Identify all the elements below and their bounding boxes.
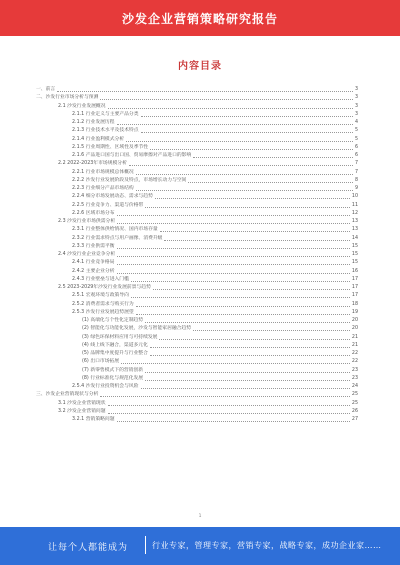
toc-dot-leader: [117, 210, 350, 216]
toc-entry-text: 2.2 2022-2023年市场规模分析: [58, 161, 127, 167]
toc-entry-page: 21: [351, 342, 358, 348]
toc-entry[interactable]: [36, 350, 358, 358]
footer-divider: [145, 536, 146, 554]
toc-entry-page: 24: [351, 384, 358, 389]
toc-dot-leader: [141, 383, 350, 389]
toc-entry-text: 2.2.3 行业细分产品市场结构: [72, 186, 134, 191]
toc-entry-page: 3: [354, 103, 358, 109]
toc-entry-text: 2.1.6 产品进口国与出口国、贸易摩擦对产品进口的影响: [72, 153, 192, 158]
toc-dot-leader: [131, 276, 350, 282]
toc-entry-text: 2.1.3 行业技术水平及技术特点: [72, 128, 139, 134]
toc-entry-page: 5: [354, 128, 358, 134]
toc-entry[interactable]: [36, 235, 358, 243]
toc-entry[interactable]: [36, 218, 358, 226]
toc-entry[interactable]: [36, 317, 358, 325]
toc-entry-page: 13: [351, 219, 358, 224]
toc-entry-text: 一、前言: [36, 87, 56, 92]
toc-entry-text: (8) 行业标准化与规范化发展: [82, 375, 144, 381]
toc-entry[interactable]: [36, 342, 358, 350]
toc-entry-page: 15: [351, 243, 358, 249]
toc-entry-text: 2.3.2 行业需求特点与用户画像、消费升级: [72, 235, 163, 241]
toc-entry-text: 3.1 沙发企业营销现状: [58, 400, 106, 406]
toc-entry-text: 2.1 沙发行业发展概况: [58, 103, 106, 109]
toc-dot-leader: [188, 177, 352, 183]
toc-entry[interactable]: [36, 144, 358, 152]
toc-entry-page: 4: [354, 120, 358, 125]
toc-entry-text: 2.5.4 沙发行业投资机会与风险: [72, 384, 139, 389]
toc-entry-text: 2.5.1 宏观环境与政策导向: [72, 293, 129, 299]
toc-entry[interactable]: [36, 268, 358, 276]
toc-dot-leader: [150, 350, 350, 356]
toc-entry[interactable]: [36, 334, 358, 342]
toc-dot-leader: [117, 218, 350, 224]
toc-entry-text: 2.5.2 消费者需求与购买行为: [72, 301, 134, 307]
toc-entry-text: 2.2.6 区域市场分布: [72, 210, 115, 216]
toc-dot-leader: [193, 152, 353, 158]
toc-entry[interactable]: [36, 136, 358, 144]
toc-entry-text: 2.3 沙发行业市场供需分析: [58, 219, 116, 224]
toc-dot-leader: [136, 169, 353, 175]
toc-entry-page: 9: [354, 186, 358, 191]
toc-entry-page: 19: [351, 309, 358, 315]
toc-entry-text: 2.5 2023-2029年沙发行业发展前景与趋势: [58, 285, 151, 290]
toc-entry[interactable]: [36, 127, 358, 135]
toc-dot-leader: [145, 367, 350, 373]
toc-entry-text: (3) 绿色环保材料应用与可持续发展: [82, 334, 158, 340]
toc-entry-text: 2.4 沙发行业企业竞争分析: [58, 252, 116, 257]
toc-entry[interactable]: [36, 152, 358, 160]
toc-entry-page: 7: [354, 169, 358, 175]
toc-entry[interactable]: [36, 309, 358, 317]
toc-entry[interactable]: [36, 367, 358, 375]
toc-dot-leader: [108, 103, 353, 109]
toc-entry[interactable]: [36, 408, 358, 416]
toc-entry-text: 2.3.1 行业整体供给情况、国内市场存量: [72, 227, 158, 233]
toc-entry-page: 6: [354, 153, 358, 158]
toc-entry[interactable]: [36, 169, 358, 177]
toc-entry-text: 2.2.5 行业竞争力、渠道与价格带: [72, 202, 144, 208]
toc-dot-leader: [108, 400, 350, 406]
toc-entry-text: 2.2.4 细分市场发展动态、需求与趋势: [72, 194, 153, 200]
toc-dot-leader: [153, 284, 350, 290]
toc-dot-leader: [117, 243, 350, 249]
toc-entry-text: (4) 线上线下融合，渠道多元化: [82, 342, 148, 348]
toc-entry-text: 2.2.2 沙发行业发展阶段及特点，市场增长动力与空间: [72, 177, 187, 183]
toc-entry-page: 12: [351, 210, 358, 216]
toc-entry[interactable]: [36, 276, 358, 284]
toc-entry[interactable]: [36, 284, 358, 292]
toc-entry-page: 25: [351, 400, 358, 406]
toc-entry[interactable]: [36, 202, 358, 210]
toc-entry[interactable]: [36, 391, 358, 399]
toc-entry[interactable]: [36, 243, 358, 251]
toc-heading: 内容目录: [178, 61, 222, 72]
toc-entry-page: 17: [351, 293, 358, 299]
toc-dot-leader: [150, 144, 353, 150]
toc-entry-page: 23: [351, 367, 358, 373]
toc-dot-leader: [136, 185, 353, 191]
toc-entry-page: 26: [351, 408, 358, 414]
toc-entry[interactable]: [36, 86, 358, 94]
toc-entry[interactable]: [36, 292, 358, 300]
toc-entry-text: 3.2.1 营销策略问题: [72, 417, 115, 422]
toc-dot-leader: [160, 226, 350, 232]
toc-entry[interactable]: [36, 358, 358, 366]
toc-entry-page: 21: [351, 334, 358, 340]
toc-entry-page: 23: [351, 375, 358, 381]
toc-dot-leader: [136, 309, 350, 315]
toc-entry-page: 14: [351, 235, 358, 241]
toc-entry-page: 8: [354, 177, 358, 183]
toc-dot-leader: [159, 334, 349, 340]
toc-entry-page: 22: [351, 351, 358, 356]
toc-entry-page: 18: [351, 301, 358, 307]
toc-entry-text: (7) 新零售模式下的营销创新: [82, 367, 144, 373]
footer-tagline: 行业专家，管理专家，营销专家，战略专家，成功企业家……: [152, 541, 382, 550]
toc-entry[interactable]: [36, 259, 358, 267]
toc-entry-page: 13: [351, 227, 358, 233]
toc-entry[interactable]: [36, 226, 358, 234]
toc-dot-leader: [141, 111, 353, 117]
toc-entry-text: 2.1.2 行业发展历程: [72, 120, 115, 125]
toc-entry-page: 25: [351, 392, 358, 398]
toc-dot-leader: [117, 416, 350, 422]
toc-dot-leader: [145, 202, 350, 208]
toc-entry-page: 7: [354, 161, 358, 167]
toc-entry[interactable]: [36, 185, 358, 193]
toc-entry-text: 2.4.3 行业壁垒与进入门槛: [72, 276, 129, 282]
toc-entry[interactable]: [36, 160, 358, 168]
toc-entry-text: 2.4.2 主要企业分析: [72, 268, 115, 274]
toc-entry[interactable]: [36, 177, 358, 185]
toc-entry-text: 2.3.3 行业供需平衡: [72, 243, 115, 249]
report-title: 沙发企业营销策略研究报告: [121, 12, 278, 26]
toc-dot-leader: [145, 375, 350, 381]
toc-entry-page: 17: [351, 276, 358, 282]
toc-entry-page: 22: [351, 359, 358, 365]
toc-entry-page: 27: [351, 417, 358, 422]
toc-dot-leader: [100, 94, 353, 100]
toc-entry-text: 3.2 沙发企业营销问题: [58, 408, 106, 414]
toc-entry[interactable]: [36, 193, 358, 201]
toc-entry-text: 二、沙发行业市场分析与预测: [36, 95, 99, 101]
toc-dot-leader: [136, 301, 350, 307]
toc-dot-leader: [164, 235, 349, 241]
toc-entry-page: 10: [351, 194, 358, 200]
toc-dot-leader: [100, 391, 350, 397]
toc-entry[interactable]: [36, 94, 358, 102]
toc-entry[interactable]: [36, 383, 358, 391]
toc-entry[interactable]: [36, 375, 358, 383]
toc-entry[interactable]: [36, 301, 358, 309]
toc-entry-page: 3: [354, 95, 358, 101]
toc-dot-leader: [117, 251, 350, 257]
toc-entry[interactable]: [36, 325, 358, 333]
toc-entry-page: 17: [351, 285, 358, 290]
toc-dot-leader: [126, 136, 353, 142]
footer-banner: [0, 527, 400, 565]
toc-entry-text: (1) 高端化与个性化定制趋势: [82, 318, 144, 323]
toc-dot-leader: [57, 86, 353, 92]
toc-dot-leader: [108, 408, 350, 414]
toc-entry-page: 15: [351, 252, 358, 257]
toc-entry-text: 2.1.1 行业定义与主要产品分类: [72, 111, 139, 117]
toc-dot-leader: [129, 160, 353, 166]
toc-entry[interactable]: [36, 210, 358, 218]
toc-entry[interactable]: [36, 400, 358, 408]
toc-entry-text: (5) 品牌集中度提升与行业整合: [82, 351, 148, 356]
toc-entry-page: 11: [351, 202, 358, 208]
toc-dot-leader: [141, 127, 353, 133]
toc-entry-page: 20: [351, 326, 358, 332]
table-of-contents: [36, 86, 358, 424]
toc-dot-leader: [121, 358, 350, 364]
toc-entry[interactable]: [36, 103, 358, 111]
toc-dot-leader: [155, 193, 350, 199]
toc-entry[interactable]: [36, 251, 358, 259]
toc-entry-page: 3: [354, 111, 358, 117]
toc-dot-leader: [117, 119, 353, 125]
toc-dot-leader: [150, 342, 350, 348]
toc-entry-text: 2.1.5 行业周期性、区域性及季节性: [72, 144, 149, 150]
toc-entry-page: 15: [351, 260, 358, 266]
toc-entry[interactable]: [36, 111, 358, 119]
toc-dot-leader: [193, 325, 350, 331]
toc-entry-page: 16: [351, 268, 358, 274]
toc-entry-text: 三、沙发企业营销现状与分析: [36, 392, 99, 398]
toc-entry-text: 2.2.1 行业市场规模总体概况: [72, 169, 134, 175]
toc-entry-text: 2.5.3 沙发行业发展趋势展望: [72, 309, 134, 315]
toc-entry-page: 20: [351, 318, 358, 323]
toc-dot-leader: [117, 268, 350, 274]
footer-slogan: 让每个人都能成为: [48, 543, 129, 553]
toc-dot-leader: [117, 259, 350, 265]
report-header: [0, 0, 400, 36]
page-number: 1: [198, 514, 202, 519]
toc-dot-leader: [131, 292, 350, 298]
toc-entry[interactable]: [36, 119, 358, 127]
toc-entry-text: (2) 智能化与功能化发展，沙发与智能家居融合趋势: [82, 326, 192, 332]
toc-dot-leader: [145, 317, 350, 323]
toc-entry-page: 6: [354, 144, 358, 150]
toc-entry-text: 2.4.1 行业竞争格局: [72, 260, 115, 266]
toc-entry[interactable]: [36, 416, 358, 424]
toc-entry-page: 3: [354, 87, 358, 92]
toc-entry-text: (6) 出口市场拓展: [82, 359, 120, 365]
toc-entry-text: 2.1.4 行业盈利模式分析: [72, 136, 125, 142]
toc-entry-page: 5: [354, 136, 358, 142]
